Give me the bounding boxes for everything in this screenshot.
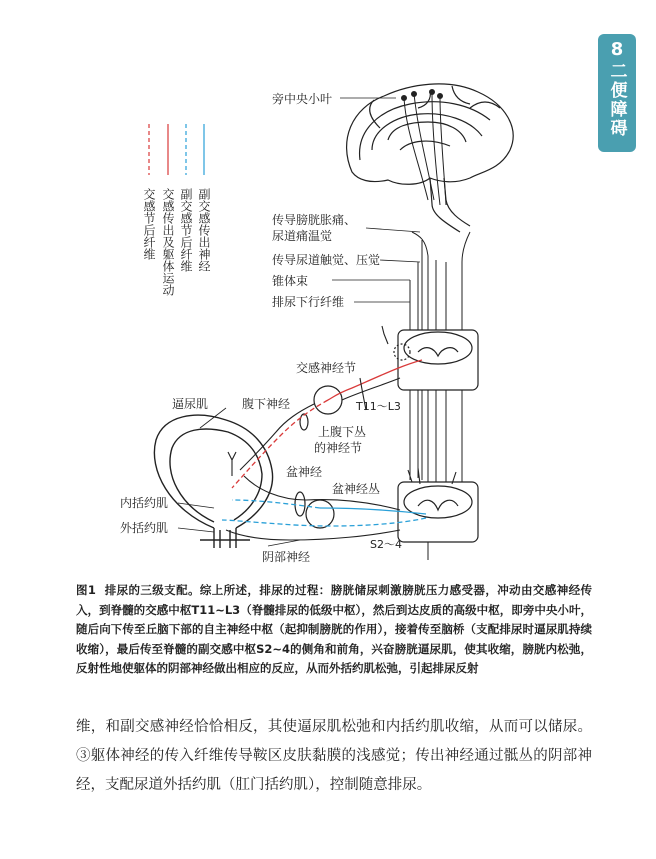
label-external-sphincter: 外括约肌 xyxy=(120,521,169,535)
label-internal-sphincter: 内括约肌 xyxy=(120,496,169,510)
body-paragraph: 维，和副交感神经恰恰相反，其使逼尿肌松弛和内括约肌收缩，从而可以储尿。③躯体神经的传入纤维传导鞍区皮肤黏膜的浅感觉；传出神经通过骶丛的阴部神经，支配尿道外括约肌（肛门括约肌），控制随意排尿。 xyxy=(76,719,592,793)
label-bladder-pain: 传导膀胱胀痛、 xyxy=(272,213,357,227)
ganglia xyxy=(295,386,342,528)
label-paracentral-lobule: 旁中央小叶 xyxy=(272,92,333,106)
label-detrusor: 逼尿肌 xyxy=(172,397,209,411)
legend-parasympathetic-post: 副交感节后纤维 xyxy=(179,188,193,272)
label-sympathetic-ganglion: 交感神经节 xyxy=(296,361,357,375)
label-pelvic-plexus: 盆神经丛 xyxy=(332,482,381,496)
pelvic-plexus-ganglion xyxy=(306,500,334,528)
legend-sympathetic-efferent: 交感传出及躯体运动 xyxy=(161,188,175,296)
label-pelvic-nerve: 盆神经 xyxy=(286,465,323,479)
chapter-title: 二便障碍 xyxy=(606,62,627,138)
label-t11-l3: T11～L3 xyxy=(356,400,401,413)
figure-label: 图1 xyxy=(76,583,96,597)
chapter-number: 8 xyxy=(610,39,624,60)
brain xyxy=(347,84,514,232)
label-s2-4: S2～4 xyxy=(370,538,402,551)
hypogastric-nerve-marker xyxy=(300,414,308,430)
label-superior-hypogastric-2: 的神经节 xyxy=(314,441,363,455)
label-descending-fibers: 排尿下行纤维 xyxy=(272,295,345,309)
label-pyramidal-tract: 锥体束 xyxy=(272,274,309,288)
label-urethra-pain: 尿道痛温觉 xyxy=(272,229,333,243)
figure-caption-text: 排尿的三级支配。综上所述，排尿的过程：膀胱储尿刺激膀胱压力感受器，冲动由交感神经传入，到脊髓的交感中枢T11~L3（脊髓排尿的低级中枢），然后到达皮质的高级中枢，即旁中央小叶，随后向下传至丘脑下部的自主神经中枢（起抑制膀胱的作用），接着传至脑桥（支配排尿时逼尿肌持续收缩），最后传至脊髓的副交感中枢S2~4的侧角和前角，兴奋膀胱逼尿肌，使其收缩，膀胱内松弛，反射性地使躯体的阴部神经做出相应的反应，从而外括约肌松弛，引起排尿反射 xyxy=(76,583,592,675)
pelvic-nerve-marker xyxy=(295,492,305,516)
label-hypogastric-nerve: 腹下神经 xyxy=(242,397,291,411)
bladder xyxy=(154,415,272,548)
spinal-segment-t11-l3 xyxy=(394,330,478,390)
legend xyxy=(149,124,204,175)
label-urethra-touch: 传导尿道触觉、压觉 xyxy=(272,253,381,267)
label-pudendal-nerve: 阴部神经 xyxy=(262,550,311,564)
label-superior-hypogastric-1: 上腹下丛 xyxy=(318,425,367,439)
legend-sympathetic-post: 交感节后纤维 xyxy=(142,188,156,260)
legend-parasympathetic-efferent: 副交感传出神经 xyxy=(197,188,211,272)
figure-caption xyxy=(76,581,592,679)
